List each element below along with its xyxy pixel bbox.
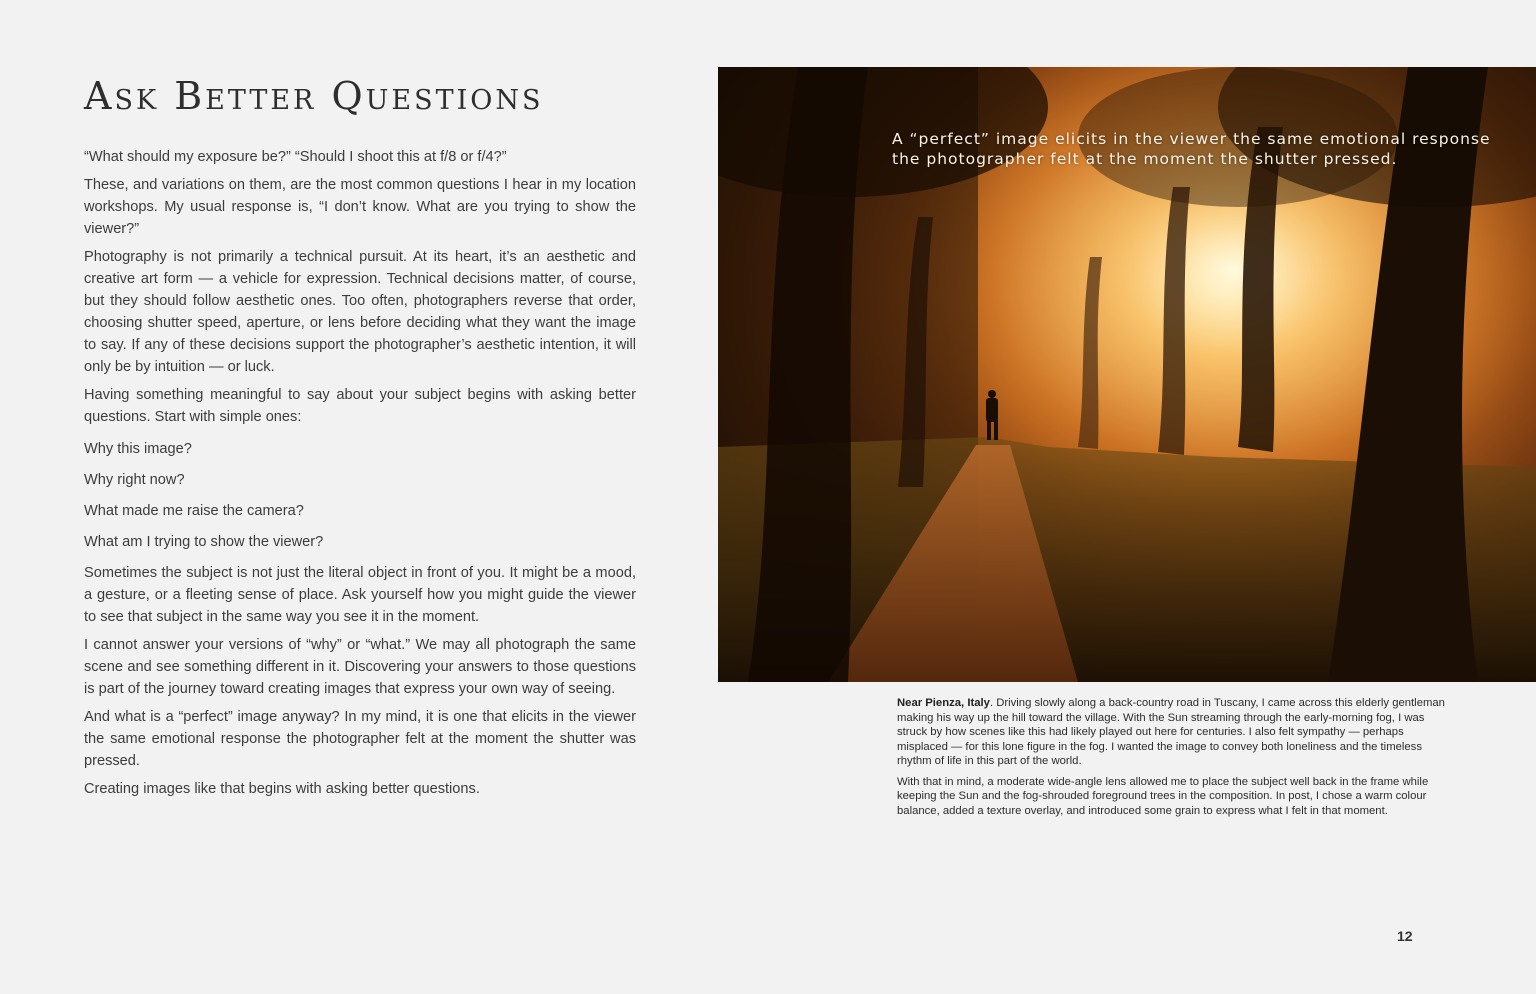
- caption-paragraph: Near Pienza, Italy. Driving slowly along a back-country road in Tuscany, I came across this elderly gentleman making his way up the hill toward the village. With the Sun streaming through the early-morning fog, I was struck by how scenes like this had likely played out here for centuries. I also felt sympathy — perhaps misplaced — for this lone figure in the fog. I wanted the image to convey both loneliness and the timeless rhythm of life in this part of the world.: [897, 697, 1445, 767]
- body-paragraph: And what is a “perfect” image anyway? In my mind, it is one that elicits in the viewer the same emotional response the photographer felt at the moment the shutter was pressed.: [84, 709, 636, 769]
- question-item: What made me raise the camera?: [84, 503, 304, 519]
- body-text: [84, 146, 636, 806]
- caption-text: Driving slowly along a back-country road in Tuscany, I came across this elderly gentleman making his way up the hill toward the village. With the Sun streaming through the early-morning fog, I was struck by how scenes like this had likely played out here for centuries. I also felt sympathy — perhaps misplaced — for this lone figure in the fog. I wanted the image to convey both loneliness and the timeless rhythm of life in this part of the world.: [897, 697, 1445, 767]
- question-item: Why this image?: [84, 441, 192, 457]
- page-title: Ask Better Questions: [84, 74, 544, 118]
- body-paragraph: Having something meaningful to say about your subject begins with asking better questions. Start with simple ones:: [84, 387, 636, 425]
- photo-caption: [897, 696, 1453, 824]
- body-paragraph: These, and variations on them, are the most common questions I hear in my location workshops. My usual response is, “I don’t know. What are you trying to show the viewer?”: [84, 177, 636, 237]
- body-paragraph: “What should my exposure be?” “Should I shoot this at f/8 or f/4?”: [84, 149, 507, 165]
- body-paragraph: Photography is not primarily a technical pursuit. At its heart, it’s an aesthetic and creative art form — a vehicle for expression. Technical decisions matter, of course, but they should follow aesthetic ones. Too often, photographers reverse that order, choosing shutter speed, aperture, or lens before deciding what they want the image to say. If any of these decisions support the photographer’s aesthetic intention, it will only be by intuition — or luck.: [84, 249, 636, 375]
- body-paragraph: I cannot answer your versions of “why” or “what.” We may all photograph the same scene and see something different in it. Discovering your answers to those questions is part of the journey toward creating images that express your own way of seeing.: [84, 637, 636, 697]
- caption-location: Near Pienza, Italy: [897, 697, 990, 709]
- photo-overlay-quote: A “perfect” image elicits in the viewer the same emotional response the photographer felt at the moment the shutter pressed.: [892, 130, 1491, 168]
- caption-paragraph: With that in mind, a moderate wide-angle lens allowed me to place the subject well back in the frame while keeping the Sun and the fog-shrouded foreground trees in the composition. In post, I chose a warm colour balance, added a texture overlay, and introduced some grain to express what I felt in that moment.: [897, 775, 1429, 817]
- question-item: What am I trying to show the viewer?: [84, 534, 324, 550]
- landscape-photo: [718, 67, 1536, 682]
- body-paragraph: Creating images like that begins with asking better questions.: [84, 781, 480, 797]
- page-number: 12: [1397, 928, 1413, 944]
- body-paragraph: Sometimes the subject is not just the literal object in front of you. It might be a mood, a gesture, or a fleeting sense of place. Ask yourself how you might guide the viewer to see that subject in the same way you see it in the moment.: [84, 565, 636, 625]
- question-item: Why right now?: [84, 472, 185, 488]
